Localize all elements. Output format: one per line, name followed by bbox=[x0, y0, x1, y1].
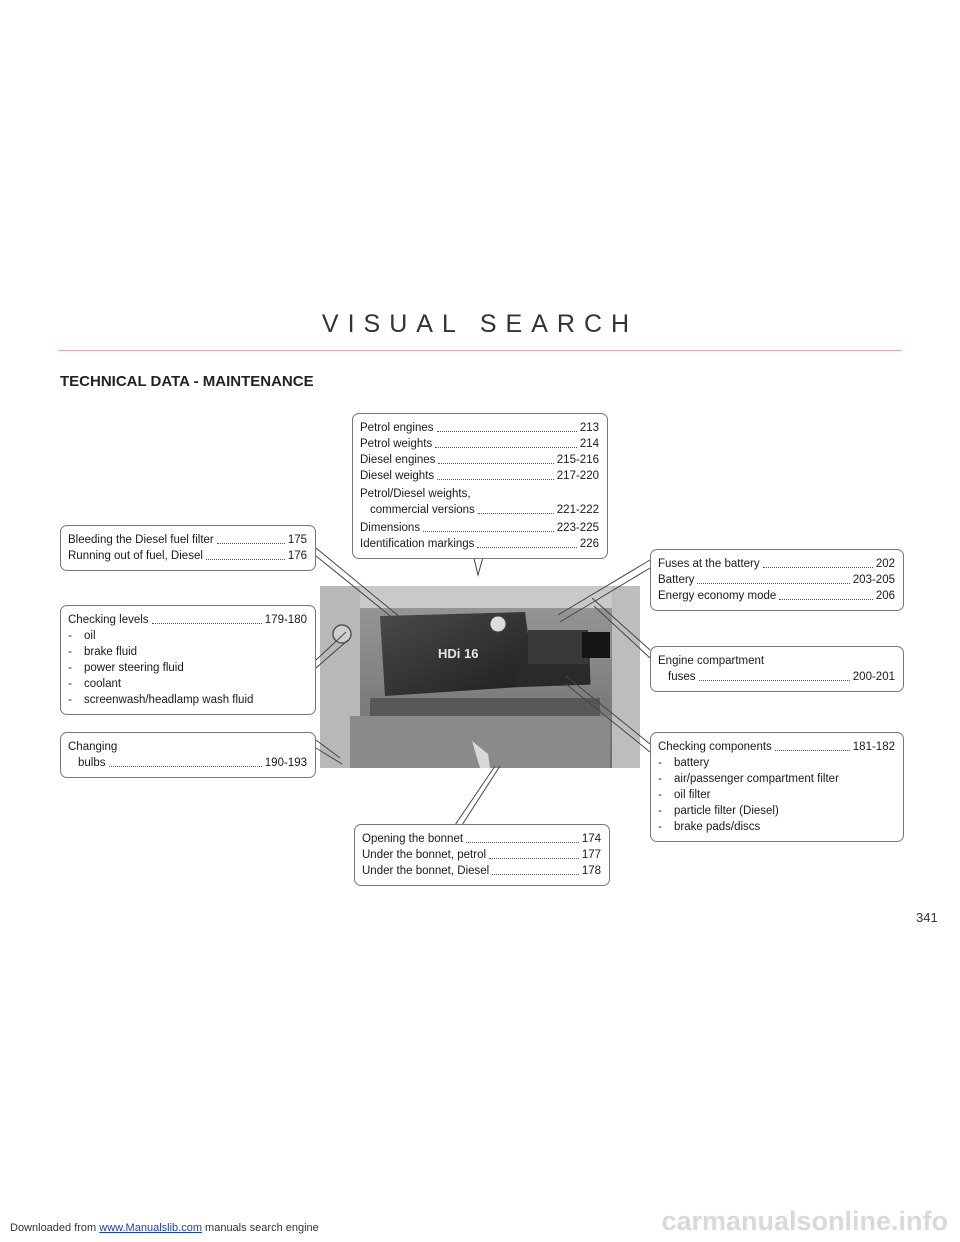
list-item: - battery bbox=[658, 757, 710, 769]
index-row[interactable]: Checking components 181-182 bbox=[658, 741, 895, 753]
page-title: VISUAL SEARCH bbox=[321, 310, 639, 338]
footer-source: Downloaded from www.Manualslib.com manuals search engine bbox=[10, 1222, 319, 1234]
list-item: - screenwash/headlamp wash fluid bbox=[68, 694, 254, 706]
index-row[interactable]: Petrol weights 214 bbox=[360, 438, 599, 450]
index-row[interactable]: Battery 203-205 bbox=[658, 574, 895, 586]
index-label-line1: Engine compartment bbox=[658, 655, 765, 667]
index-label-line1: Petrol/Diesel weights, bbox=[360, 488, 471, 500]
box-checking-components bbox=[650, 732, 904, 842]
box-technical-data bbox=[352, 413, 608, 559]
box-checking-levels bbox=[60, 605, 316, 715]
index-row[interactable]: Checking levels 179-180 bbox=[68, 614, 307, 626]
index-row[interactable]: bulbs 190-193 bbox=[78, 757, 307, 769]
box-engine-fuses bbox=[650, 646, 904, 692]
index-entry-multiline[interactable]: Petrol/Diesel weights, commercial versions 221-222 bbox=[360, 488, 599, 516]
list-item: - brake fluid bbox=[68, 646, 138, 658]
index-row[interactable]: Fuses at the battery 202 bbox=[658, 558, 895, 570]
list-item: - air/passenger compartment filter bbox=[658, 773, 839, 785]
index-label-line1: Changing bbox=[68, 741, 118, 753]
index-row[interactable]: Bleeding the Diesel fuel filter 175 bbox=[68, 534, 307, 546]
manualslib-link[interactable]: www.Manualslib.com bbox=[99, 1222, 202, 1234]
index-row[interactable]: Diesel weights 217-220 bbox=[360, 470, 599, 482]
index-row[interactable]: Diesel engines 215-216 bbox=[360, 454, 599, 466]
index-row[interactable]: Opening the bonnet 174 bbox=[362, 833, 601, 845]
box-battery bbox=[650, 549, 904, 611]
page-number: 341 bbox=[916, 910, 938, 925]
section-heading: TECHNICAL DATA - MAINTENANCE bbox=[60, 373, 314, 390]
watermark: carmanualsonline.info bbox=[661, 1206, 948, 1236]
list-item: - oil filter bbox=[658, 789, 711, 801]
index-row[interactable]: Petrol engines 213 bbox=[360, 422, 599, 434]
box-changing-bulbs bbox=[60, 732, 316, 778]
index-row[interactable]: Under the bonnet, petrol 177 bbox=[362, 849, 601, 861]
index-row[interactable]: Identification markings 226 bbox=[360, 538, 599, 550]
engine-badge: HDi 16 bbox=[438, 646, 479, 661]
index-row[interactable]: Energy economy mode 206 bbox=[658, 590, 895, 602]
box-bonnet bbox=[354, 824, 610, 886]
index-row[interactable]: Dimensions 223-225 bbox=[360, 522, 599, 534]
list-item: - particle filter (Diesel) bbox=[658, 805, 779, 817]
battery bbox=[582, 632, 610, 658]
index-row[interactable]: fuses 200-201 bbox=[668, 671, 895, 683]
index-row[interactable]: Under the bonnet, Diesel 178 bbox=[362, 865, 601, 877]
engine-bay-photo bbox=[320, 586, 640, 768]
list-item: - oil bbox=[68, 630, 96, 642]
list-item: - power steering fluid bbox=[68, 662, 184, 674]
box-diesel-fuel bbox=[60, 525, 316, 571]
list-item: - coolant bbox=[68, 678, 122, 690]
list-item: - brake pads/discs bbox=[658, 821, 761, 833]
title-divider bbox=[58, 350, 902, 351]
index-row[interactable]: Running out of fuel, Diesel 176 bbox=[68, 550, 307, 562]
